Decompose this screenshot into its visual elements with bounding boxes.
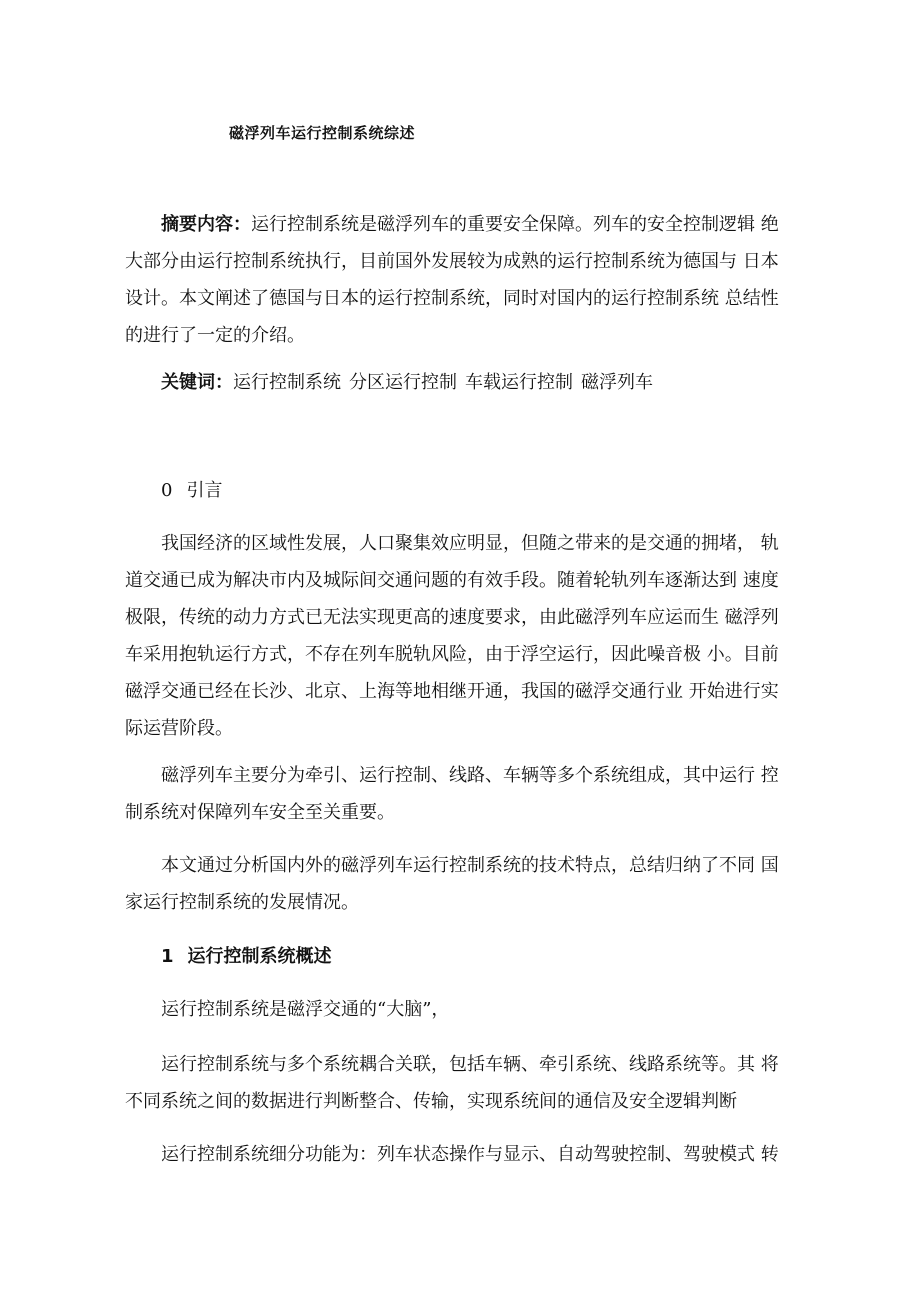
body-paragraph: 运行控制系统与多个系统耦合关联，包括车辆、牵引系统、线路系统等。其 将 不同系统之间的数据进行判断整合、传输，实现系统间的通信及安全逻辑判断 xyxy=(125,1054,779,1112)
keyword: 车载运行控制 xyxy=(465,372,573,393)
section-number: 1 xyxy=(161,946,174,967)
abstract-line: 的进行了一定的介绍。 xyxy=(125,325,305,346)
body-paragraph: 磁浮列车主要分为牵引、运行控制、线路、车辆等多个系统组成，其中运行 控 制系统对保障列车安全至关重要。 xyxy=(125,765,779,823)
abstract-paragraph xyxy=(125,206,805,354)
abstract-line: 设计。本文阐述了德国与日本的运行控制系统，同时对国内的运行控制系统 总结性 xyxy=(125,288,779,309)
section-heading-1 xyxy=(161,938,332,975)
document-title: 磁浮列车运行控制系统综述 xyxy=(229,124,416,142)
abstract-line: 大部分由运行控制系统执行，目前国外发展较为成熟的运行控制系统为德国与 日本 xyxy=(125,251,779,272)
section-title: 运行控制系统概述 xyxy=(187,946,332,967)
keyword: 分区运行控制 xyxy=(349,372,457,393)
keywords-line xyxy=(125,364,805,401)
abstract-label: 摘要内容： xyxy=(161,214,251,235)
body-paragraph: 运行控制系统细分功能为：列车状态操作与显示、自动驾驶控制、驾驶模式 转 xyxy=(161,1144,779,1165)
keyword: 运行控制系统 xyxy=(233,372,341,393)
section-title: 引言 xyxy=(186,480,223,501)
abstract-line: 摘要内容：运行控制系统是磁浮列车的重要安全保障。列车的安全控制逻辑 绝 xyxy=(161,214,779,235)
section-heading-0 xyxy=(161,472,222,509)
keyword: 磁浮列车 xyxy=(581,372,653,393)
keywords-paragraph xyxy=(125,364,805,401)
section-number: 0 xyxy=(161,480,173,501)
body-paragraph: 我国经济的区域性发展，人口聚集效应明显，但随之带来的是交通的拥堵， 轨 道交通已成为解决市内及城际间交通问题的有效手段。随着轮轨列车逐渐达到 速度 极限，传统的动力方式已无法实现更高的速度要求，由此磁浮列车应运而生 磁浮列 车采用抱轨运行方式，不存在列车脱轨风险，由于浮空运行，因此噪音极 小。目前 磁浮交通已经在长沙、北京、上海等地相继开通，我国的磁浮交通行业 开始进行实 际运营阶段。 xyxy=(125,533,779,739)
body-paragraph: 本文通过分析国内外的磁浮列车运行控制系统的技术特点，总结归纳了不同 国 家运行控制系统的发展情况。 xyxy=(125,855,779,913)
body-paragraph: 运行控制系统是磁浮交通的“大脑”， xyxy=(161,999,450,1020)
keywords-label: 关键词： xyxy=(161,372,233,393)
